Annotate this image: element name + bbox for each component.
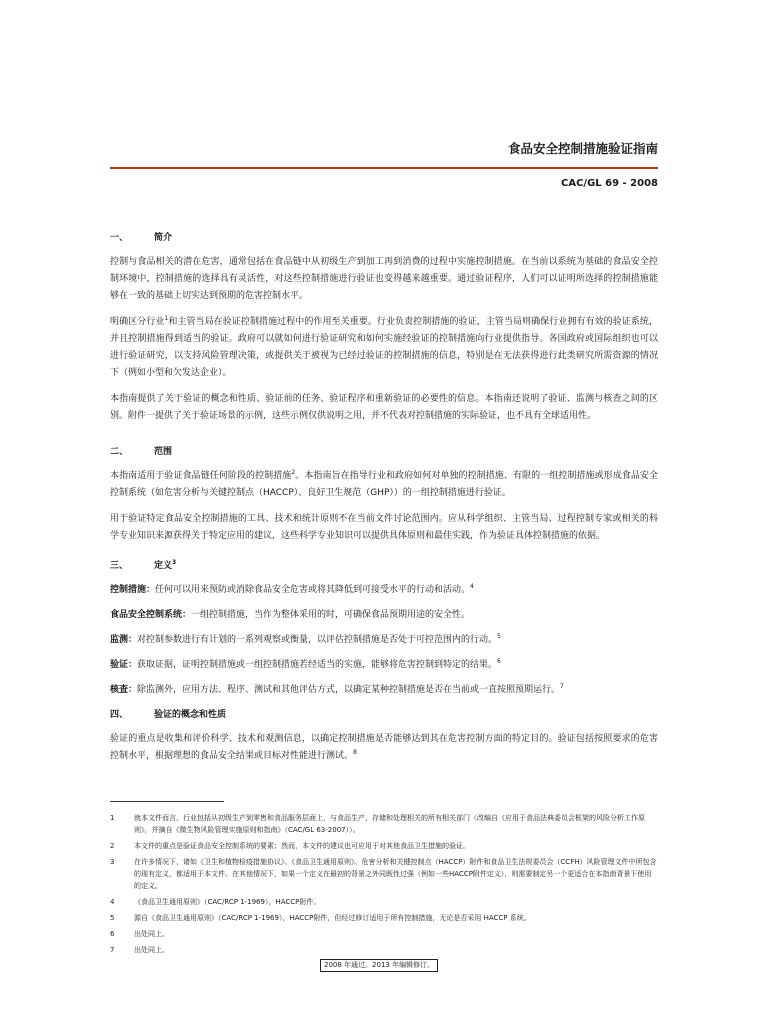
footnote-ref[interactable]: 1 <box>164 315 169 322</box>
document-title: 食品安全控制措施验证指南 <box>507 141 658 156</box>
paragraph: 控制与食品相关的潜在危害，通常包括在食品链中从初级生产到加工再到消费的过程中实施控制措施。在当前以系统为基础的食品安全控制环境中，控制措施的选择具有灵活性，对这些控制措施进行验证也变得越来越重要。通过验证程序，人们可以证明所选择的控制措施能够在一致的基础上切实达到预期的危害控制水平。 <box>110 257 658 301</box>
footnote: 4 《食品卫生通用原则》（CAC/RCP 1-1969），HACCP附件。 <box>110 898 321 906</box>
footnote-ref[interactable]: 7 <box>560 683 564 690</box>
section-heading-intro <box>110 230 658 247</box>
footnote-ref[interactable]: 8 <box>353 749 357 756</box>
section-number: 三、 <box>110 561 129 571</box>
footnote: 5 源自《食品卫生通用原则》（CAC/RCP 1-1969），HACCP附件，但经过修订适用于所有控制措施，无论是否采用 HACCP 系统。 <box>110 914 531 922</box>
section-number: 二、 <box>110 447 129 457</box>
footnotes <box>110 812 658 960</box>
paragraph: 明确区分行业$^1$和主管当局在验证控制措施过程中的作用至关重要。行业负责控制措施的验证，主管当局则确保行业拥有有效的验证系统，并且控制措施得到适当的验证。政府可以就如何进行验证研究和如何实施经验证的控制措施向行业提供指导。各国政府或国际组织也可以进行验证研究，以支持风险管理决策，或提供关于被视为已经过验证的控制措施的信息，特别是在无法获得进行此类研究所需资源的情况下（例如小型和欠发达企业）。 <box>110 315 658 378</box>
footnote-ref[interactable]: 4 <box>470 583 474 590</box>
footnote-ref[interactable]: 3 <box>172 559 177 566</box>
definition-item: 核查：除监测外，应用方法、程序、测试和其他评估方式，以确定某种控制措施是否在当前或一直按照预期运行。$^7$ <box>110 683 564 695</box>
definition-item: 食品安全控制系统：一组控制措施，当作为整体采用的时，可确保食品预期用途的安全性。 <box>110 610 471 620</box>
footnote-ref[interactable]: 2 <box>291 469 296 476</box>
section-title: 验证的概念和性质 <box>154 710 227 720</box>
footnote: 1 就本文件而言，行业包括从初级生产到零售和食品服务层面上，与食品生产、存储和处理相关的所有相关部门（改编自《应用于食品法典委员会框架的风险分析工作原则》，并摘自《微生物风险管理实施原则和指南》（CAC/GL 63-2007））。 <box>110 814 645 834</box>
definition-term: 核查： <box>110 685 138 695</box>
footnote-ref[interactable]: 6 <box>497 658 501 665</box>
header-rule <box>110 167 658 169</box>
definition-term: 验证： <box>110 660 138 670</box>
paragraph: 本指南适用于验证食品链任何阶段的控制措施$^2$。本指南旨在指导行业和政府如何对单独的控制措施、有限的一组控制措施或形成食品安全控制系统（如危害分析与关键控制点（HACCP）、良好卫生规范（GHP））的一组控制措施进行验证。 <box>110 469 658 498</box>
footnote-ref[interactable]: 5 <box>497 633 501 640</box>
footnote: 3 在许多情况下，诸如《卫生和植物检疫措施协议》、《食品卫生通用原则》、危害分析和关键控制点（HACCP）附件和食品卫生法规委员会（CCFH）风险管理文件中所包含的现有定义，都适用于本文件。在其他情况下，如果一个定义在最初的背景之外同既性过强（例如一些HACCP附件定义），则需要制定另一个更适合在本指南背景下使用的定义。 <box>110 858 657 890</box>
definition-term: 监测： <box>110 635 138 645</box>
definition-item: 验证：获取证据，证明控制措施或一组控制措施若经适当的实施，能够将危害控制到特定的结果。$^6$ <box>110 658 501 670</box>
section-number: 四、 <box>110 710 129 720</box>
document-body <box>110 230 658 774</box>
section-heading-definitions <box>110 558 658 575</box>
section-title: 简介 <box>154 233 173 243</box>
definition-term: 控制措施： <box>110 585 156 595</box>
adoption-note: 2008 年通过。2013 年编辑修订。 <box>320 959 438 972</box>
paragraph: 本指南提供了关于验证的概念和性质、验证前的任务、验证程序和重新验证的必要性的信息。本指南还说明了验证、监测与核查之间的区别。附件一提供了关于验证场景的示例，这些示例仅供说明之用，并不代表对控制措施的实际验证，也不具有全球适用性。 <box>110 394 658 421</box>
section-heading-scope <box>110 444 658 461</box>
footnote: 6 出处同上。 <box>110 930 169 938</box>
paragraph: 验证的重点是收集和评价科学、技术和观测信息，以确定控制措施是否能够达到其在危害控制方面的特定目的。验证包括按照要求的危害控制水平，根据理想的食品安全结果或目标对性能进行测试。$^8$ <box>110 734 658 761</box>
definition-item: 控制措施：任何可以用来预防或消除食品安全危害或将其降低到可接受水平的行动和活动。$^4$ <box>110 583 474 595</box>
section-title: 范围 <box>154 447 173 457</box>
footnote: 2 本文件的重点是验证食品安全控制系统的要素；然而，本文件的建议也可应用于对其他食品卫生措施的验证。 <box>110 842 470 850</box>
document-code: CAC/GL 69 - 2008 <box>561 178 658 189</box>
definition-term: 食品安全控制系统： <box>110 610 192 620</box>
footnote: 7 出处同上。 <box>110 946 169 954</box>
section-number: 一、 <box>110 233 129 243</box>
section-heading-concept <box>110 707 658 724</box>
section-title: 定义 <box>154 561 173 571</box>
definition-item: 监测：对控制参数进行有计划的一系列观察或衡量，以评估控制措施是否处于可控范围内的行动。$^5$ <box>110 633 501 645</box>
footnote-separator <box>110 801 224 802</box>
paragraph: 用于验证特定食品安全控制措施的工具、技术和统计原则不在当前文件讨论范围内。应从科学组织、主管当局、过程控制专家或相关的科学专业知识来源获得关于特定应用的建议，这些科学专业知识可以提供具体原则和最佳实践，作为验证具体控制措施的依据。 <box>110 514 658 541</box>
